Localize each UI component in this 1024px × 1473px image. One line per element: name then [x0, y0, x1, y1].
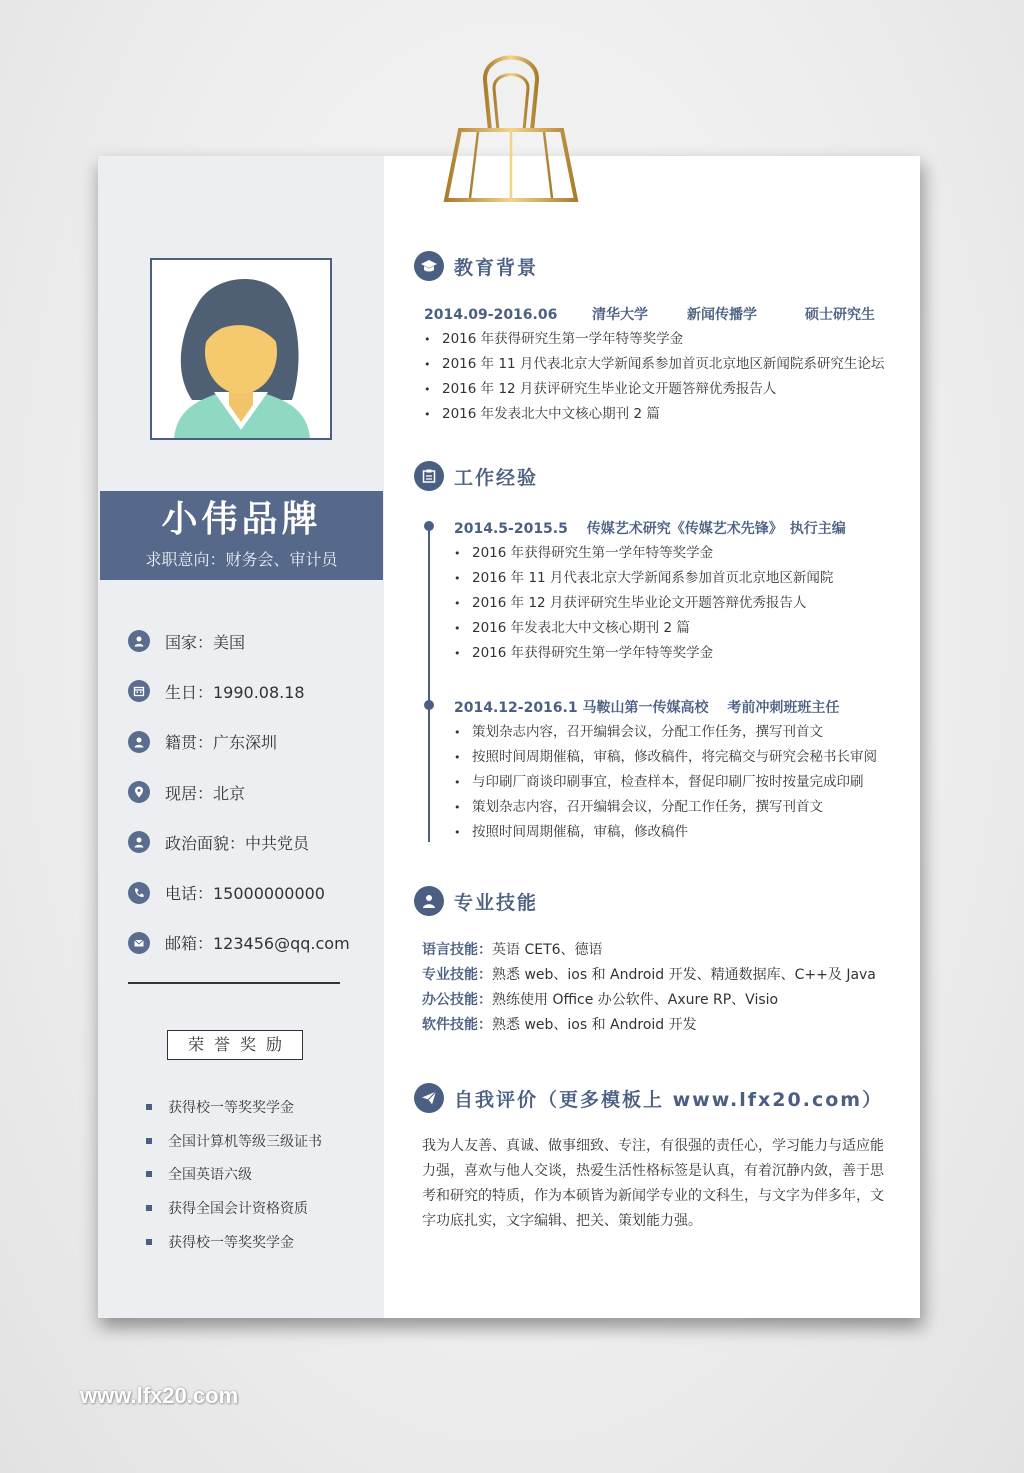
list-item: • 2016 年获得研究生第一学年特等奖学金: [424, 327, 884, 352]
skills-header: [414, 886, 538, 916]
list-item: 获得校一等奖奖学金: [146, 1225, 376, 1259]
skill-key: 办公技能：: [422, 992, 492, 1008]
list-item: 获得校一等奖奖学金: [146, 1090, 376, 1124]
personal-info: [128, 616, 378, 968]
job-list: [454, 541, 833, 666]
info-row-political: [128, 817, 378, 867]
list-item: 全国计算机等级三级证书: [146, 1124, 376, 1158]
info-residence: 现居：北京: [165, 783, 246, 803]
person-silhouette-icon: [152, 260, 330, 438]
main-content: [384, 156, 920, 1318]
list-item: • 2016 年发表北大中文核心期刊 2 篇: [424, 402, 884, 427]
list-item: • 2016 年获得研究生第一学年特等奖学金: [454, 541, 833, 566]
timeline-line: [428, 526, 430, 842]
user-icon: [414, 886, 444, 916]
sidebar: [98, 156, 384, 1318]
honors-list: [146, 1090, 376, 1258]
square-bullet-icon: [146, 1239, 152, 1245]
skill-value: 熟悉 web、ios 和 Android 开发、精通数据库、C++及 Java: [492, 967, 876, 983]
list-item: • 2016 年 12 月获评研究生毕业论文开题答辩优秀报告人: [454, 591, 833, 616]
square-bullet-icon: [146, 1138, 152, 1144]
list-item: • 2016 年获得研究生第一学年特等奖学金: [454, 641, 833, 666]
info-birthday: 生日：1990.08.18: [165, 682, 305, 702]
skill-key: 语言技能：: [422, 942, 492, 958]
work-header: [414, 461, 538, 491]
list-item: • 2016 年 12 月获评研究生毕业论文开题答辩优秀报告人: [424, 377, 884, 402]
work-title: 工作经验: [454, 466, 539, 489]
skill-row: [422, 963, 876, 988]
list-item: 全国英语六级: [146, 1157, 376, 1191]
square-bullet-icon: [146, 1205, 152, 1211]
education-school: 清华大学: [592, 307, 648, 323]
skill-row: [422, 938, 876, 963]
info-phone: 电话：15000000000: [165, 884, 325, 904]
mail-icon: [128, 932, 150, 954]
info-row-residence: [128, 767, 378, 817]
paper-plane-icon: [414, 1083, 444, 1113]
info-political: 政治面貌：中共党员: [165, 833, 310, 853]
skill-value: 熟练使用 Office 办公软件、Axure RP、Visio: [492, 992, 779, 1008]
timeline-dot: [424, 700, 434, 710]
list-item: • 策划杂志内容，召开编辑会议，分配工作任务，撰写刊首文: [454, 795, 877, 820]
list-item: • 2016 年发表北大中文核心期刊 2 篇: [454, 616, 833, 641]
candidate-name: 小伟品牌: [161, 499, 322, 540]
graduation-cap-icon: [414, 251, 444, 281]
info-email: 邮箱：123456@qq.com: [165, 934, 350, 954]
divider: [128, 982, 340, 984]
resume-sheet: [98, 156, 920, 1318]
skill-row: [422, 988, 876, 1013]
info-country: 国家：美国: [165, 632, 246, 652]
location-icon: [128, 781, 150, 803]
skills-list: [422, 938, 876, 1038]
evaluation-header: [414, 1083, 883, 1113]
list-item: • 按照时间周期催稿，审稿，修改稿件，将完稿交与研究会秘书长审阅: [454, 745, 877, 770]
education-title: 教育背景: [454, 256, 539, 279]
info-row-email: [128, 918, 378, 968]
education-degree: 硕士研究生: [805, 307, 875, 323]
job-heading: 2014.12-2016.1 马鞍山第一传媒高校 考前冲刺班班主任: [454, 700, 840, 716]
list-item: • 按照时间周期催稿，审稿，修改稿件: [454, 820, 877, 845]
info-row-birthday: [128, 666, 378, 716]
info-row-country: [128, 616, 378, 666]
site-watermark: www.lfx20.com: [80, 1383, 239, 1408]
square-bullet-icon: [146, 1171, 152, 1177]
list-item: • 与印刷厂商谈印刷事宜，检查样本，督促印刷厂按时按量完成印刷: [454, 770, 877, 795]
square-bullet-icon: [146, 1104, 152, 1110]
avatar: [150, 258, 332, 440]
skills-title: 专业技能: [454, 891, 539, 914]
job-heading: 2014.5-2015.5 传媒艺术研究《传媒艺术先锋》 执行主编: [454, 521, 846, 537]
education-list: [424, 327, 884, 427]
education-period: 2014.09-2016.06: [424, 307, 558, 323]
skill-value: 英语 CET6、德语: [492, 942, 603, 958]
job-objective: 求职意向：财务会、审计员: [145, 550, 338, 569]
list-item: 获得全国会计资格资质: [146, 1191, 376, 1225]
evaluation-text: 我为人友善、真诚、做事细致、专注，有很强的责任心，学习能力与适应能力强，喜欢与他人交谈，热爱生活性格标签是认真，有着沉静内敛，善于思考和研究的特质，作为本硕皆为新闻学专业的文科生，与文字为伴多年，文字功底扎实，文字编辑、把关、策划能力强。: [422, 1138, 884, 1229]
honors-title: 荣誉奖励: [167, 1030, 303, 1060]
education-major: 新闻传播学: [687, 307, 757, 323]
user-icon: [128, 831, 150, 853]
evaluation-title: 自我评价（更多模板上 www.lfx20.com）: [454, 1088, 884, 1111]
user-icon: [128, 731, 150, 753]
binder-clip-icon: [440, 40, 582, 215]
info-hometown: 籍贯：广东深圳: [165, 733, 278, 753]
skill-key: 软件技能：: [422, 1017, 492, 1033]
skill-value: 熟悉 web、ios 和 Android 开发: [492, 1017, 697, 1033]
list-item: • 策划杂志内容，召开编辑会议，分配工作任务，撰写刊首文: [454, 720, 877, 745]
education-header: [414, 251, 538, 281]
phone-icon: [128, 882, 150, 904]
clipboard-icon: [414, 461, 444, 491]
list-item: • 2016 年 11 月代表北京大学新闻系参加首页北京地区新闻院系研究生论坛: [424, 352, 884, 377]
info-row-hometown: [128, 717, 378, 767]
name-band: [100, 491, 383, 580]
job-list: [454, 720, 877, 845]
timeline-dot: [424, 521, 434, 531]
list-item: • 2016 年 11 月代表北京大学新闻系参加首页北京地区新闻院: [454, 566, 833, 591]
skill-row: [422, 1013, 876, 1038]
skill-key: 专业技能：: [422, 967, 492, 983]
education-summary: [424, 304, 875, 324]
user-icon: [128, 630, 150, 652]
info-row-phone: [128, 867, 378, 917]
calendar-icon: [128, 680, 150, 702]
